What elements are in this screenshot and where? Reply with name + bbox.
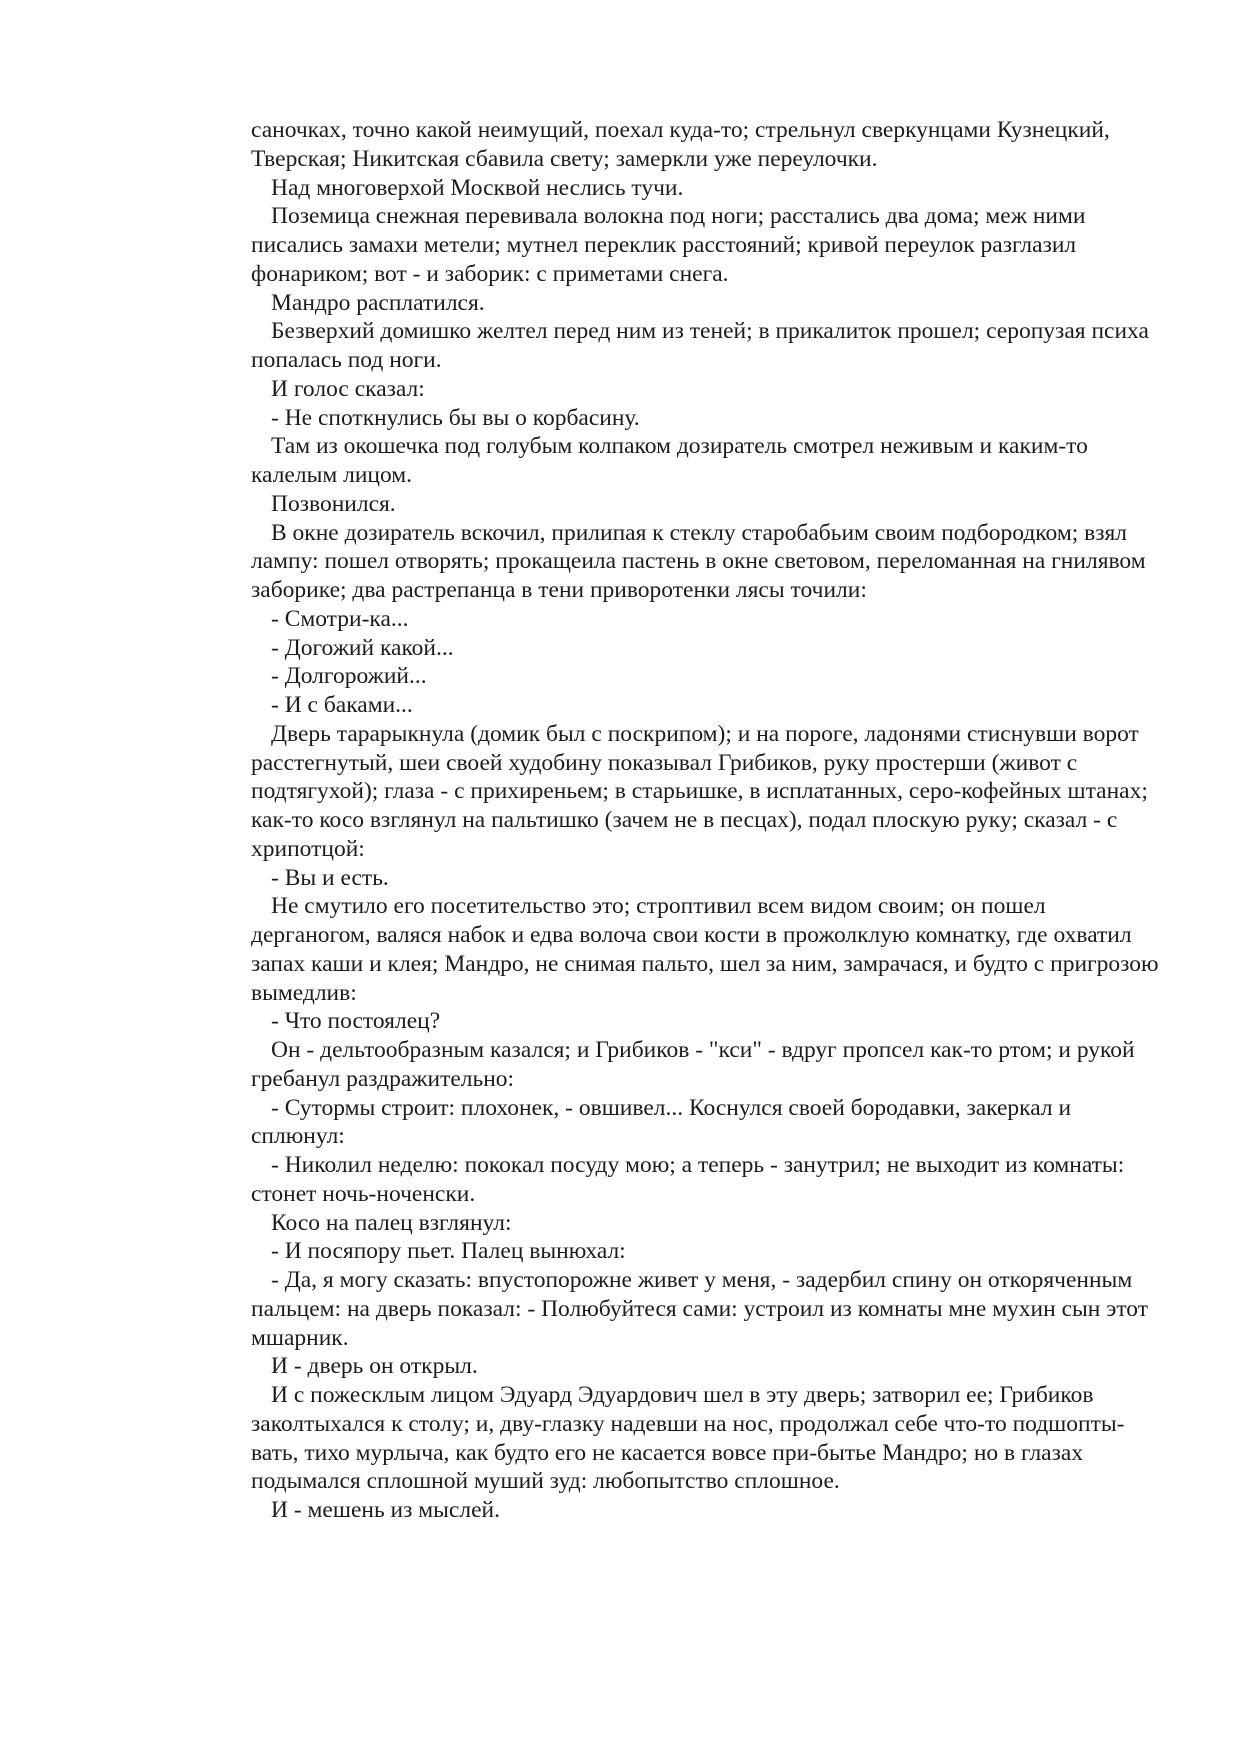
paragraph: Он - дельтообразным казался; и Грибиков - "кси" - вдруг пропсел как-то ртом; и рукой гребанул раздражительно: <box>251 1037 1135 1092</box>
paragraph: - Не споткнулись бы вы о корбасину. <box>271 404 640 431</box>
paragraph: Над многоверхой Москвой неслись тучи. <box>271 174 684 201</box>
paragraph: Косо на палец взглянул: <box>271 1209 512 1236</box>
paragraph: - Сутормы строит: плохонек, - овшивел... Коснулся своей бородавки, закеркал и сплюнул: <box>251 1094 1072 1150</box>
paragraph: И - дверь он открыл. <box>271 1353 478 1380</box>
paragraph: - Николил неделю: пококал посуду мою; а теперь - занутрил; не выходит из комнаты: стонет ночь-ноченски. <box>251 1152 1125 1207</box>
body-text <box>251 116 1161 1525</box>
paragraph: саночках, точно какой неимущий, поехал куда-то; стрельнул сверкунцами Кузнецкий, Тверская; Никитская сбавила свету; замеркли уже переулочки. <box>251 117 1110 172</box>
paragraph: И с пожесклым лицом Эдуард Эдуардович шел в эту дверь; затворил ее; Грибиков заколтыхался к столу; и, дву-глазку надевши на нос, продолжал себе что-то подшопты-вать, тихо мурлыча, как будто его не касается вовсе при-бытье Мандро; но в глазах подымался сплошной муший зуд: любопытство сплошное. <box>251 1382 1125 1495</box>
paragraph: - Да, я могу сказать: впустопорожне живет у меня, - задербил спину он откоряченным пальцем: на дверь показал: - Полюбуйтеся сами: устроил из комнаты мне мухин сын этот мшарник. <box>251 1267 1149 1351</box>
paragraph: - Смотри-ка... <box>271 605 409 632</box>
paragraph: - Догожий какой... <box>271 634 454 661</box>
paragraph: - И с баками... <box>271 692 413 718</box>
paragraph: Позвонился. <box>271 490 396 517</box>
paragraph: - Вы и есть. <box>271 864 389 891</box>
paragraph: - Что постоялец? <box>271 1008 441 1035</box>
paragraph: Безверхий домишко желтел перед ним из теней; в прикалиток прошел; серопузая психа попалась под ноги. <box>251 318 1149 373</box>
paragraph: И голос сказал: <box>271 375 425 402</box>
paragraph: Поземица снежная перевивала волокна под ноги; расстались два дома; меж ними писались замахи метели; мутнел переклик расстояний; кривой переулок разглазил фонариком; вот - и заборик: с приметами снега. <box>251 203 1086 287</box>
paragraph: И - мешень из мыслей. <box>271 1497 500 1523</box>
paragraph: Дверь тарарыкнула (домик был с поскрипом); и на пороге, ладонями стиснувши ворот расстегнутый, шеи своей худобину показывал Грибиков, руку простерши (живот с подтягухой); глаза - с прихиреньем; в старьишке, в исплатанных, серо-кофейных штанах; как-то косо взглянул на пальтишко (зачем не в песцах), подал плоскую руку; сказал - с хрипотцой: <box>251 720 1148 862</box>
paragraph: Там из окошечка под голубым колпаком дозиратель смотрел неживым и каким-то калелым лицом. <box>251 433 1088 488</box>
paragraph: В окне дозиратель вскочил, прилипая к стеклу старобабьим своим подбородком; взял лампу: пошел отворять; прокащеила пастень в окне световом, переломанная на гнилявом заборике; два растрепанца в тени приворотенки лясы точили: <box>251 519 1146 603</box>
paragraph: Мандро расплатился. <box>271 289 485 316</box>
paragraph: - И посяпору пьет. Палец вынюхал: <box>271 1238 626 1265</box>
paragraph: - Долгорожий... <box>271 663 427 690</box>
paragraph: Не смутило его посетительство это; строптивил всем видом своим; он пошел дерганогом, валяся набок и едва волоча свои кости в прожолклую комнатку, где охватил запах каши и клея; Мандро, не снимая пальто, шел за ним, замрачася, и будто с пригрозою вымедлив: <box>251 893 1159 1006</box>
